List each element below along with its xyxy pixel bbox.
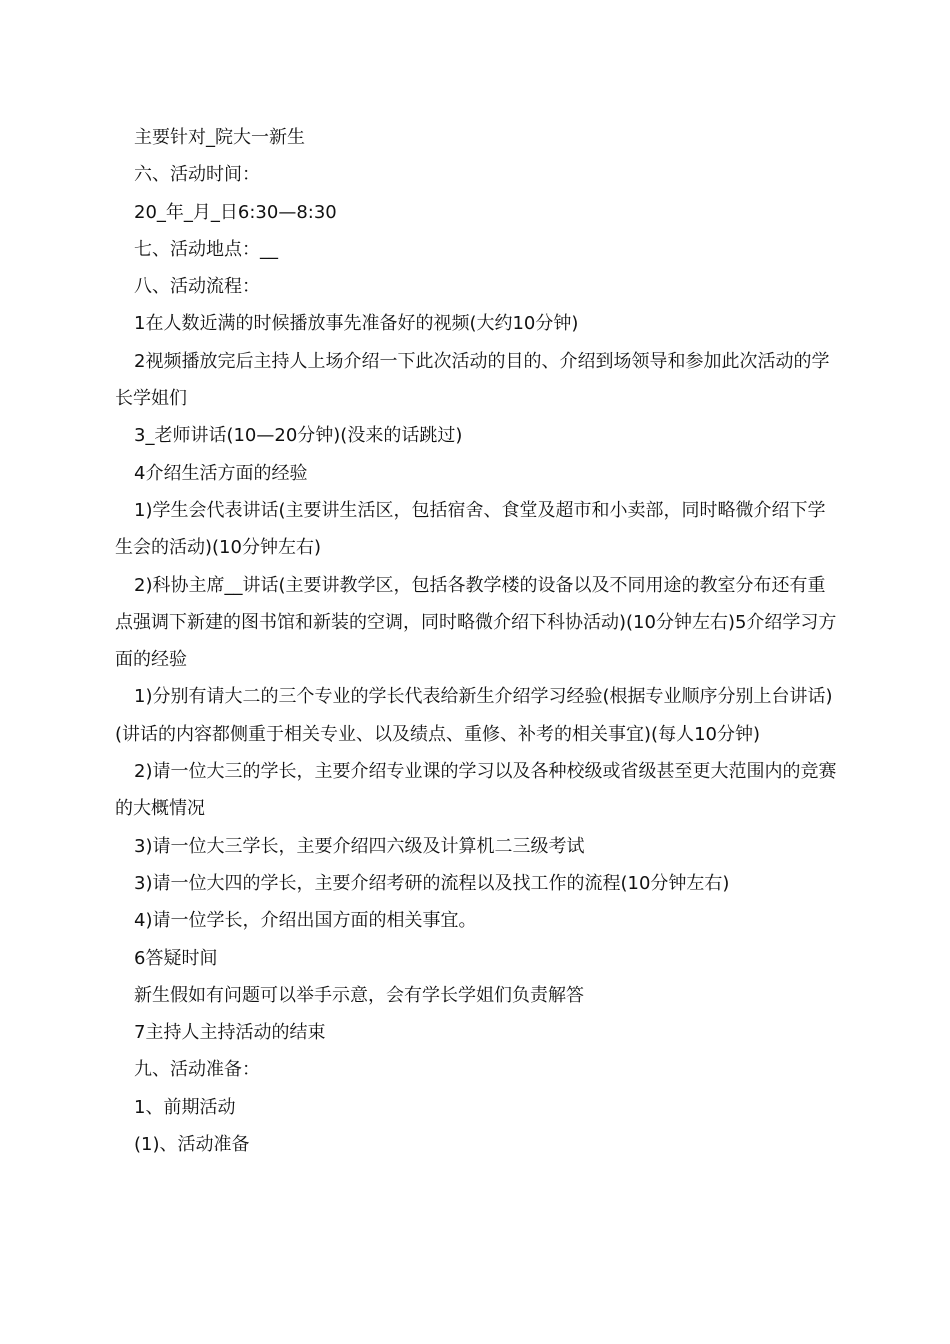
process-step-7: 7主持人主持活动的结束 — [134, 1022, 326, 1044]
heading-activity-preparation: 九、活动准备： — [134, 1059, 260, 1081]
study-experience-item-1: 1)分别有请大二的三个专业的学长代表给新生介绍学习经验(根据专业顺序分别上台讲话)(讲话的内容都侧重于相关专业、以及绩点、重修、补考的相关事宜)(每人10分钟) — [115, 686, 833, 745]
paragraph-target-audience: 主要针对_院大一新生 — [134, 127, 305, 148]
heading-activity-process: 八、活动流程： — [134, 276, 260, 298]
process-step-3: 3_老师讲话(10—20分钟)(没来的话跳过) — [134, 425, 463, 447]
process-step-1: 1在人数近满的时候播放事先准备好的视频(大约10分钟) — [134, 313, 579, 335]
study-experience-item-3a: 3)请一位大三学长，主要介绍四六级及计算机二三级考试 — [134, 835, 585, 857]
heading-activity-location: 七、活动地点：__ — [134, 238, 278, 260]
qa-description: 新生假如有问题可以举手示意，会有学长学姐们负责解答 — [134, 984, 584, 1006]
process-step-4: 4介绍生活方面的经验 — [134, 462, 308, 484]
preparation-subitem-1: (1)、活动准备 — [134, 1134, 250, 1156]
heading-activity-time: 六、活动时间： — [134, 164, 260, 186]
life-experience-item-2: 2)科协主席__讲话(主要讲教学区，包括各教学楼的设备以及不同用途的教室分布还有重点强调下新建的图书馆和新装的空调，同时略微介绍下科协活动)(10分钟左右)5介绍学习方面的经验 — [115, 574, 837, 671]
document-body — [115, 119, 840, 1163]
life-experience-item-1: 1)学生会代表讲话(主要讲生活区，包括宿舍、食堂及超市和小卖部，同时略微介绍下学生会的活动)(10分钟左右) — [115, 499, 826, 559]
process-step-6: 6答疑时间 — [134, 947, 218, 969]
process-step-2: 2视频播放完后主持人上场介绍一下此次活动的目的、介绍到场领导和参加此次活动的学长学姐们 — [115, 350, 830, 410]
study-experience-item-4: 4)请一位学长，介绍出国方面的相关事宜。 — [134, 910, 477, 932]
preparation-item-1: 1、前期活动 — [134, 1096, 236, 1118]
study-experience-item-2: 2)请一位大三的学长，主要介绍专业课的学习以及各种校级或省级甚至更大范围内的竞赛的大概情况 — [115, 761, 837, 820]
study-experience-item-3b: 3)请一位大四的学长，主要介绍考研的流程以及找工作的流程(10分钟左右) — [134, 872, 730, 894]
paragraph-date-time: 20_年_月_日6:30—8:30 — [134, 201, 337, 223]
